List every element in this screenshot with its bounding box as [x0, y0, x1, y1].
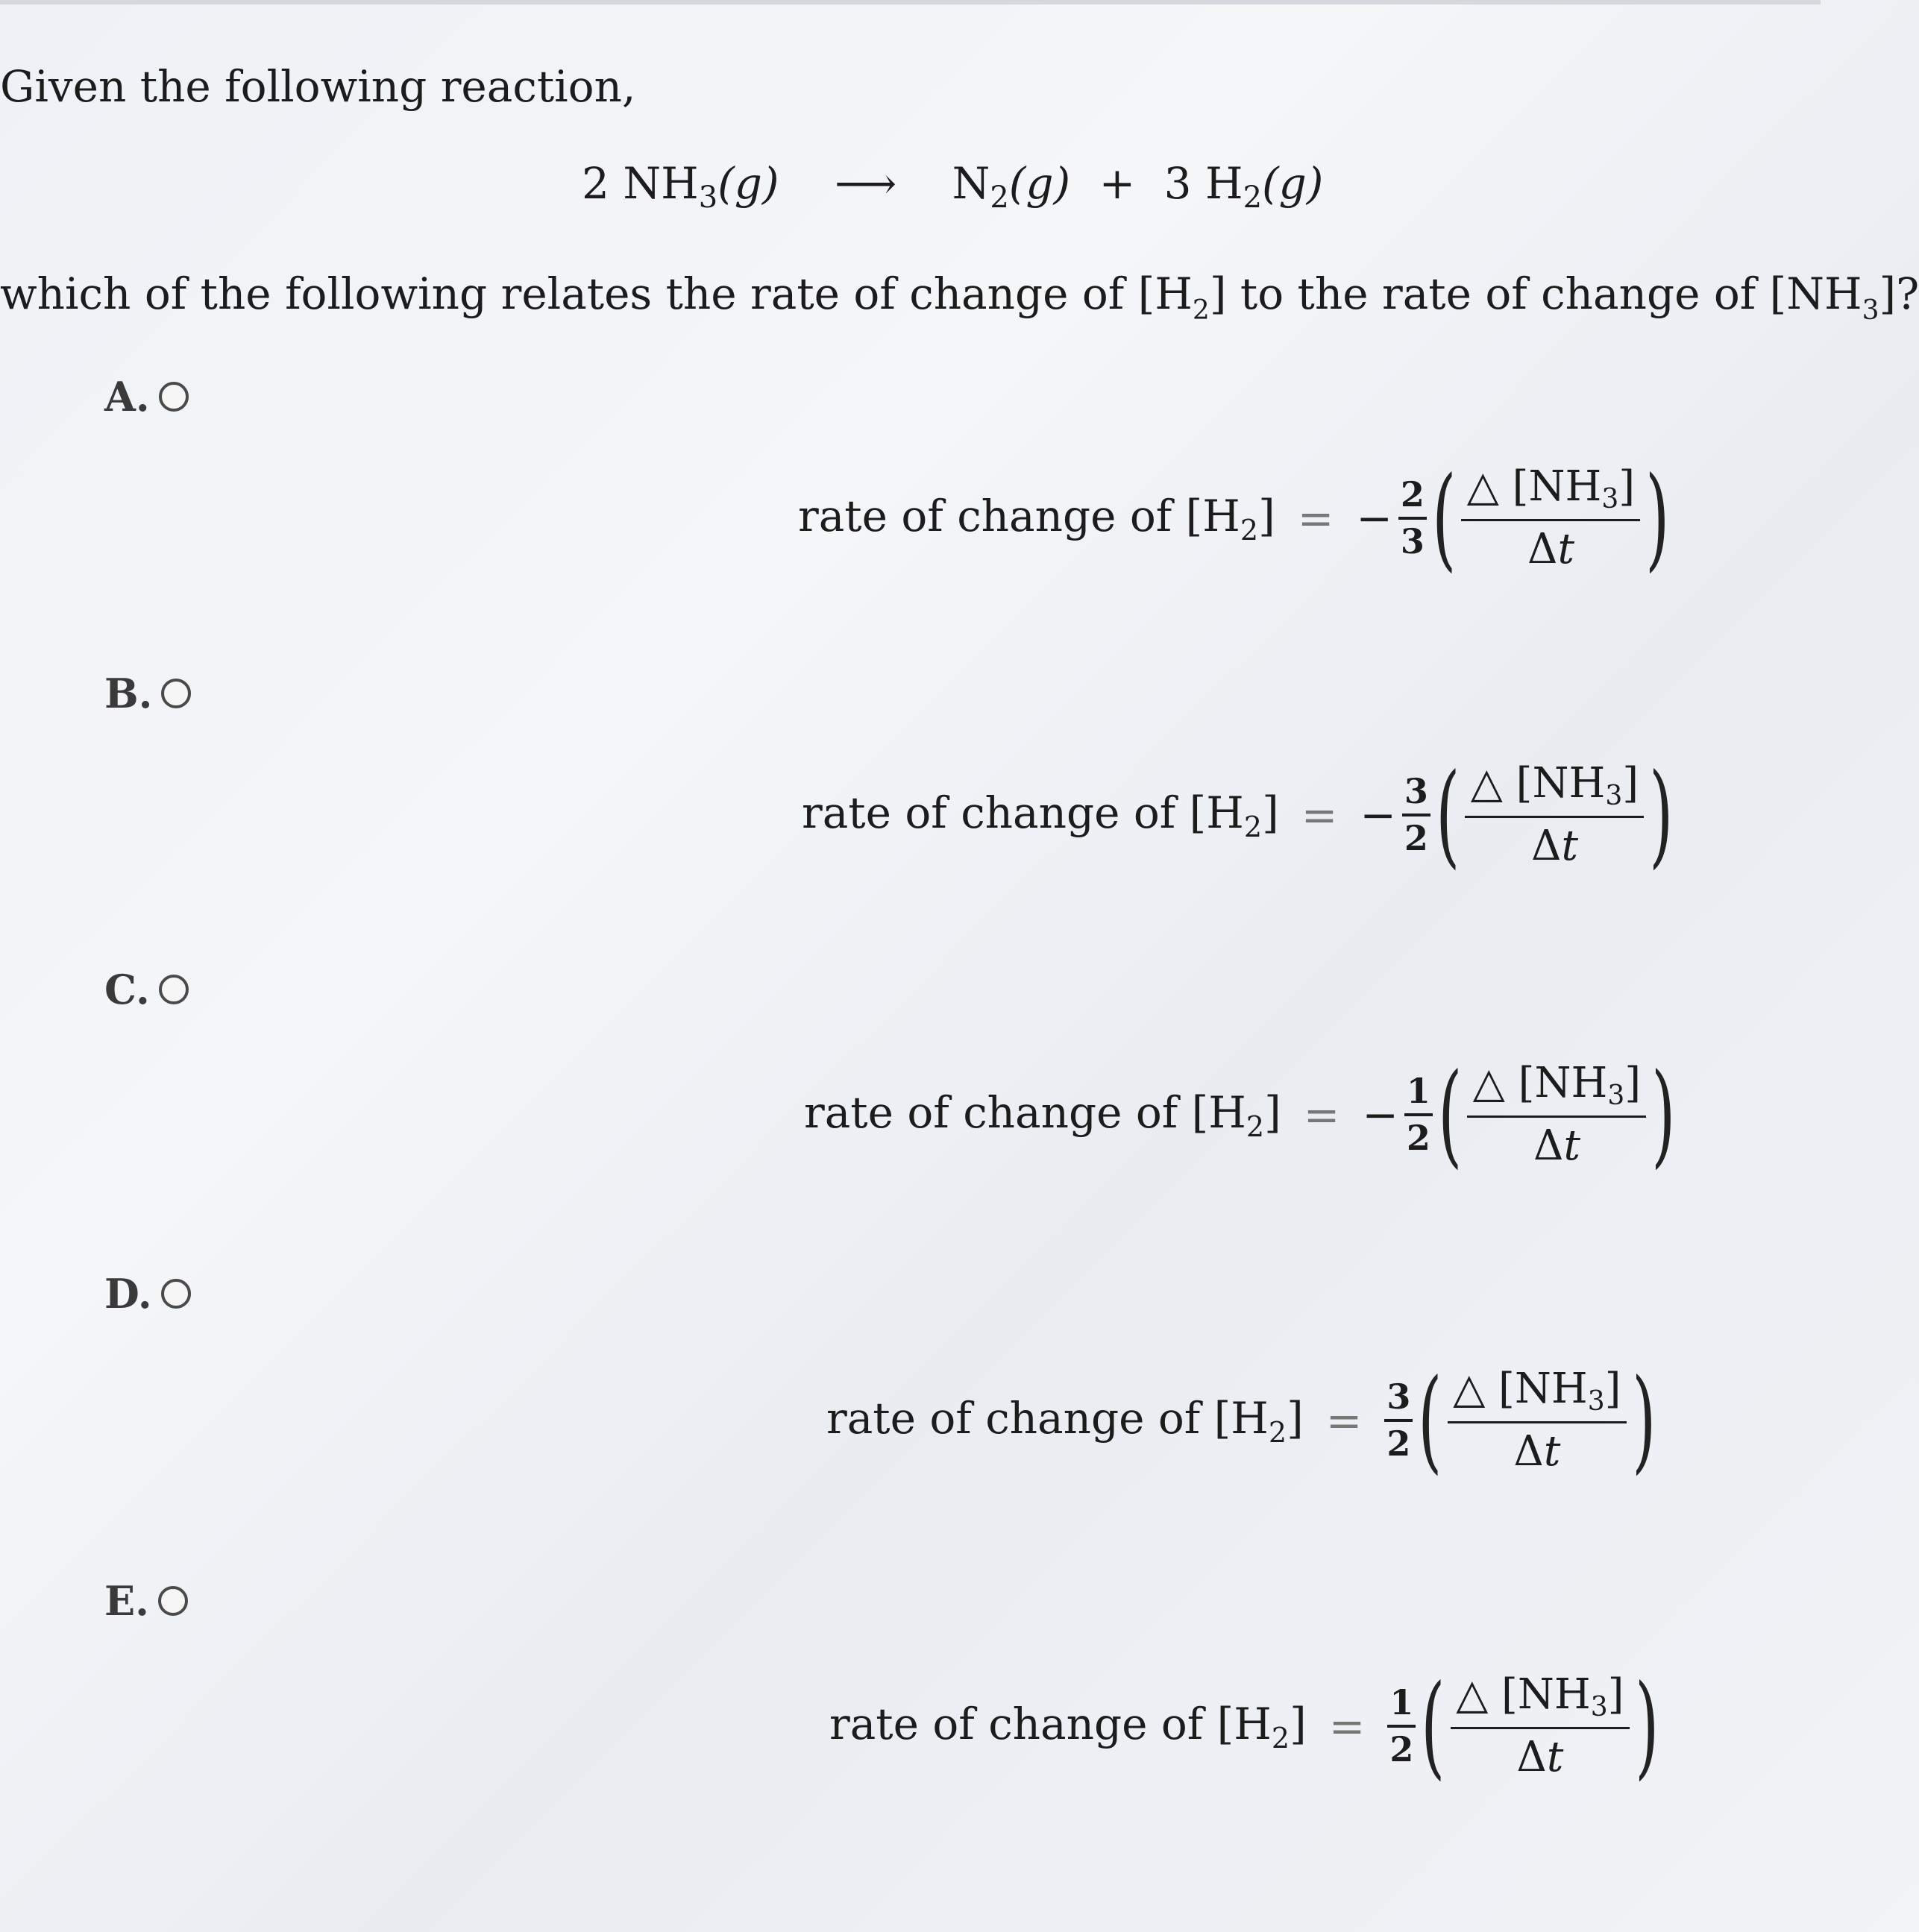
product2-subscript: 2: [1243, 180, 1263, 215]
fraction-numerator: 3: [1386, 1376, 1411, 1417]
equation-lhs: [826, 1393, 1304, 1449]
reaction-arrow: ⟶: [834, 158, 897, 209]
rate-denominator: [1516, 1734, 1563, 1781]
rate-fraction-bar: [1448, 1421, 1627, 1423]
answer-option-c[interactable]: [104, 966, 189, 1013]
minus-sign: −: [1356, 493, 1392, 544]
rate-numerator-subscript: 3: [1607, 1080, 1625, 1111]
reactant-coefficient: 2: [582, 158, 609, 209]
lhs-close-bracket: ]: [1264, 1086, 1281, 1138]
rate-fraction: [1461, 463, 1640, 574]
rate-fraction-bar: [1451, 1727, 1630, 1729]
radio-button-icon[interactable]: [161, 1279, 191, 1309]
rate-numerator-close: ]: [1622, 758, 1639, 808]
product1-formula: [952, 158, 1071, 215]
radio-button-icon[interactable]: [159, 382, 189, 412]
equals-sign: =: [1301, 790, 1338, 840]
lhs-subscript: 2: [1268, 1415, 1287, 1449]
question-prompt: [0, 268, 1919, 326]
fraction-bar: [1398, 517, 1427, 520]
reactant-formula: [623, 158, 779, 215]
lhs-close-bracket: ]: [1262, 787, 1279, 838]
rate-numerator-close: ]: [1604, 1364, 1621, 1413]
coefficient-fraction: [1384, 1378, 1413, 1462]
lhs-text: rate of change of [H: [802, 787, 1244, 838]
answer-option-a[interactable]: [104, 373, 189, 421]
option-equation-c: [804, 1050, 1681, 1180]
reactant-state: (g): [717, 158, 779, 209]
product2-formula: [1205, 158, 1324, 215]
rate-numerator-text: △ [NH: [1472, 1058, 1608, 1107]
prompt-text-1: which of the following relates the rate of change of [H: [0, 268, 1193, 319]
option-letter: B.: [104, 670, 153, 717]
fraction-bar: [1384, 1419, 1413, 1422]
option-letter: A.: [104, 373, 150, 421]
product1-symbol: N: [952, 158, 990, 209]
fraction-numerator: 1: [1389, 1682, 1414, 1723]
coefficient-fraction: [1398, 476, 1427, 560]
rate-numerator-text: △ [NH: [1466, 462, 1602, 511]
close-paren: ): [1632, 1356, 1656, 1485]
fraction-denominator: 2: [1404, 818, 1428, 858]
fraction-numerator: 2: [1400, 474, 1425, 515]
lhs-text: rate of change of [H: [804, 1086, 1246, 1138]
rate-fraction-bar: [1467, 1116, 1646, 1118]
rate-denominator: [1533, 1122, 1580, 1170]
equals-sign: =: [1325, 1395, 1363, 1446]
option-equation-b: [802, 750, 1679, 880]
rate-numerator-text: △ [NH: [1453, 1364, 1588, 1413]
rate-fraction: [1467, 1060, 1646, 1171]
open-paren: (: [1421, 1661, 1445, 1791]
prompt-subscript-1: 2: [1192, 295, 1210, 326]
product2-state: (g): [1262, 158, 1324, 209]
lhs-close-bracket: ]: [1290, 1698, 1307, 1749]
open-paren: (: [1432, 453, 1457, 583]
reactant-subscript: 3: [698, 180, 718, 215]
prompt-text-2: ] to the rate of change of [NH: [1209, 268, 1862, 319]
rate-numerator-close: ]: [1618, 462, 1636, 511]
rate-numerator-subscript: 3: [1605, 780, 1623, 811]
fraction-denominator: 3: [1400, 521, 1425, 561]
equation-lhs: [804, 1087, 1281, 1143]
fraction-denominator: 2: [1386, 1423, 1411, 1464]
option-equation-d: [826, 1356, 1661, 1485]
rate-denominator: [1531, 822, 1578, 870]
rate-denominator-delta: Δ: [1533, 1121, 1564, 1170]
lhs-subscript: 2: [1243, 810, 1263, 843]
lhs-text: rate of change of [H: [798, 490, 1240, 541]
option-letter: C.: [104, 966, 150, 1013]
rate-denominator-var: t: [1563, 1121, 1580, 1170]
equals-sign: =: [1328, 1701, 1366, 1752]
equation-lhs: [829, 1699, 1307, 1755]
prompt-subscript-2: 3: [1862, 295, 1879, 326]
rate-numerator-text: △ [NH: [1456, 1670, 1591, 1719]
close-paren: ): [1649, 750, 1674, 880]
rate-denominator-var: t: [1546, 1733, 1564, 1781]
lhs-subscript: 2: [1240, 513, 1259, 547]
rate-fraction: [1451, 1671, 1630, 1782]
fraction-bar: [1387, 1725, 1416, 1728]
fraction-denominator: 2: [1406, 1118, 1430, 1158]
fraction-numerator: 3: [1404, 771, 1428, 812]
radio-button-icon[interactable]: [158, 1586, 188, 1616]
reactant-symbol: NH: [623, 158, 699, 209]
top-divider: [0, 0, 1821, 4]
product1-subscript: 2: [990, 180, 1009, 215]
option-letter: E.: [104, 1577, 149, 1625]
lhs-subscript: 2: [1246, 1110, 1265, 1143]
rate-numerator-subscript: 3: [1587, 1385, 1605, 1417]
rate-fraction: [1465, 760, 1644, 871]
close-paren: ): [1651, 1050, 1676, 1180]
equals-sign: =: [1297, 493, 1334, 544]
rate-fraction-bar: [1465, 816, 1644, 818]
answer-option-b[interactable]: [104, 670, 191, 717]
product2-symbol: H: [1205, 158, 1243, 209]
open-paren: (: [1436, 750, 1460, 880]
radio-button-icon[interactable]: [159, 975, 189, 1004]
rate-numerator-subscript: 3: [1601, 483, 1619, 515]
lhs-close-bracket: ]: [1287, 1392, 1304, 1444]
rate-denominator-var: t: [1561, 822, 1578, 870]
fraction-denominator: 2: [1389, 1729, 1414, 1769]
option-equation-a: [798, 453, 1675, 583]
coefficient-fraction: [1402, 773, 1430, 857]
option-letter: D.: [104, 1270, 152, 1318]
rate-denominator-delta: Δ: [1530, 822, 1562, 870]
close-paren: ): [1645, 453, 1670, 583]
rate-numerator: [1473, 1060, 1641, 1111]
fraction-bar: [1402, 814, 1430, 816]
rate-denominator: [1527, 526, 1574, 573]
prompt-text-3: ]?: [1879, 268, 1919, 319]
open-paren: (: [1438, 1050, 1463, 1180]
rate-numerator: [1453, 1365, 1621, 1417]
coefficient-fraction: [1404, 1072, 1433, 1157]
rate-numerator: [1471, 760, 1639, 811]
lhs-text: rate of change of [H: [826, 1392, 1269, 1444]
close-paren: ): [1635, 1661, 1659, 1791]
rate-numerator-close: ]: [1624, 1058, 1642, 1107]
answer-option-d[interactable]: [104, 1270, 191, 1318]
rate-denominator-delta: Δ: [1516, 1733, 1547, 1781]
equals-sign: =: [1303, 1089, 1340, 1140]
answer-option-e[interactable]: [104, 1577, 188, 1625]
rate-numerator-subscript: 3: [1590, 1691, 1608, 1722]
rate-denominator-var: t: [1557, 525, 1574, 573]
radio-button-icon[interactable]: [161, 679, 191, 708]
reaction-equation: [582, 158, 1323, 215]
fraction-bar: [1404, 1113, 1433, 1116]
coefficient-fraction: [1387, 1684, 1416, 1768]
rate-denominator: [1513, 1428, 1560, 1476]
option-equation-e: [829, 1661, 1664, 1791]
open-paren: (: [1418, 1356, 1442, 1485]
rate-numerator-close: ]: [1607, 1670, 1624, 1719]
equation-lhs: [798, 491, 1275, 547]
rate-numerator-text: △ [NH: [1470, 758, 1606, 808]
rate-fraction: [1448, 1365, 1627, 1476]
rate-denominator-delta: Δ: [1527, 525, 1558, 573]
product1-state: (g): [1008, 158, 1071, 209]
minus-sign: −: [1362, 1089, 1398, 1140]
lhs-subscript: 2: [1271, 1721, 1290, 1755]
rate-fraction-bar: [1461, 519, 1640, 521]
lhs-close-bracket: ]: [1258, 490, 1275, 541]
product2-coefficient: 3: [1163, 158, 1192, 209]
rate-numerator: [1456, 1671, 1624, 1722]
lhs-text: rate of change of [H: [829, 1698, 1272, 1749]
fraction-numerator: 1: [1406, 1071, 1430, 1112]
minus-sign: −: [1360, 790, 1396, 840]
rate-denominator-delta: Δ: [1513, 1427, 1544, 1476]
equation-lhs: [802, 787, 1279, 843]
plus-sign: +: [1099, 158, 1136, 209]
rate-denominator-var: t: [1543, 1427, 1561, 1476]
rate-numerator: [1467, 463, 1635, 515]
question-intro: Given the following reaction,: [0, 61, 636, 112]
